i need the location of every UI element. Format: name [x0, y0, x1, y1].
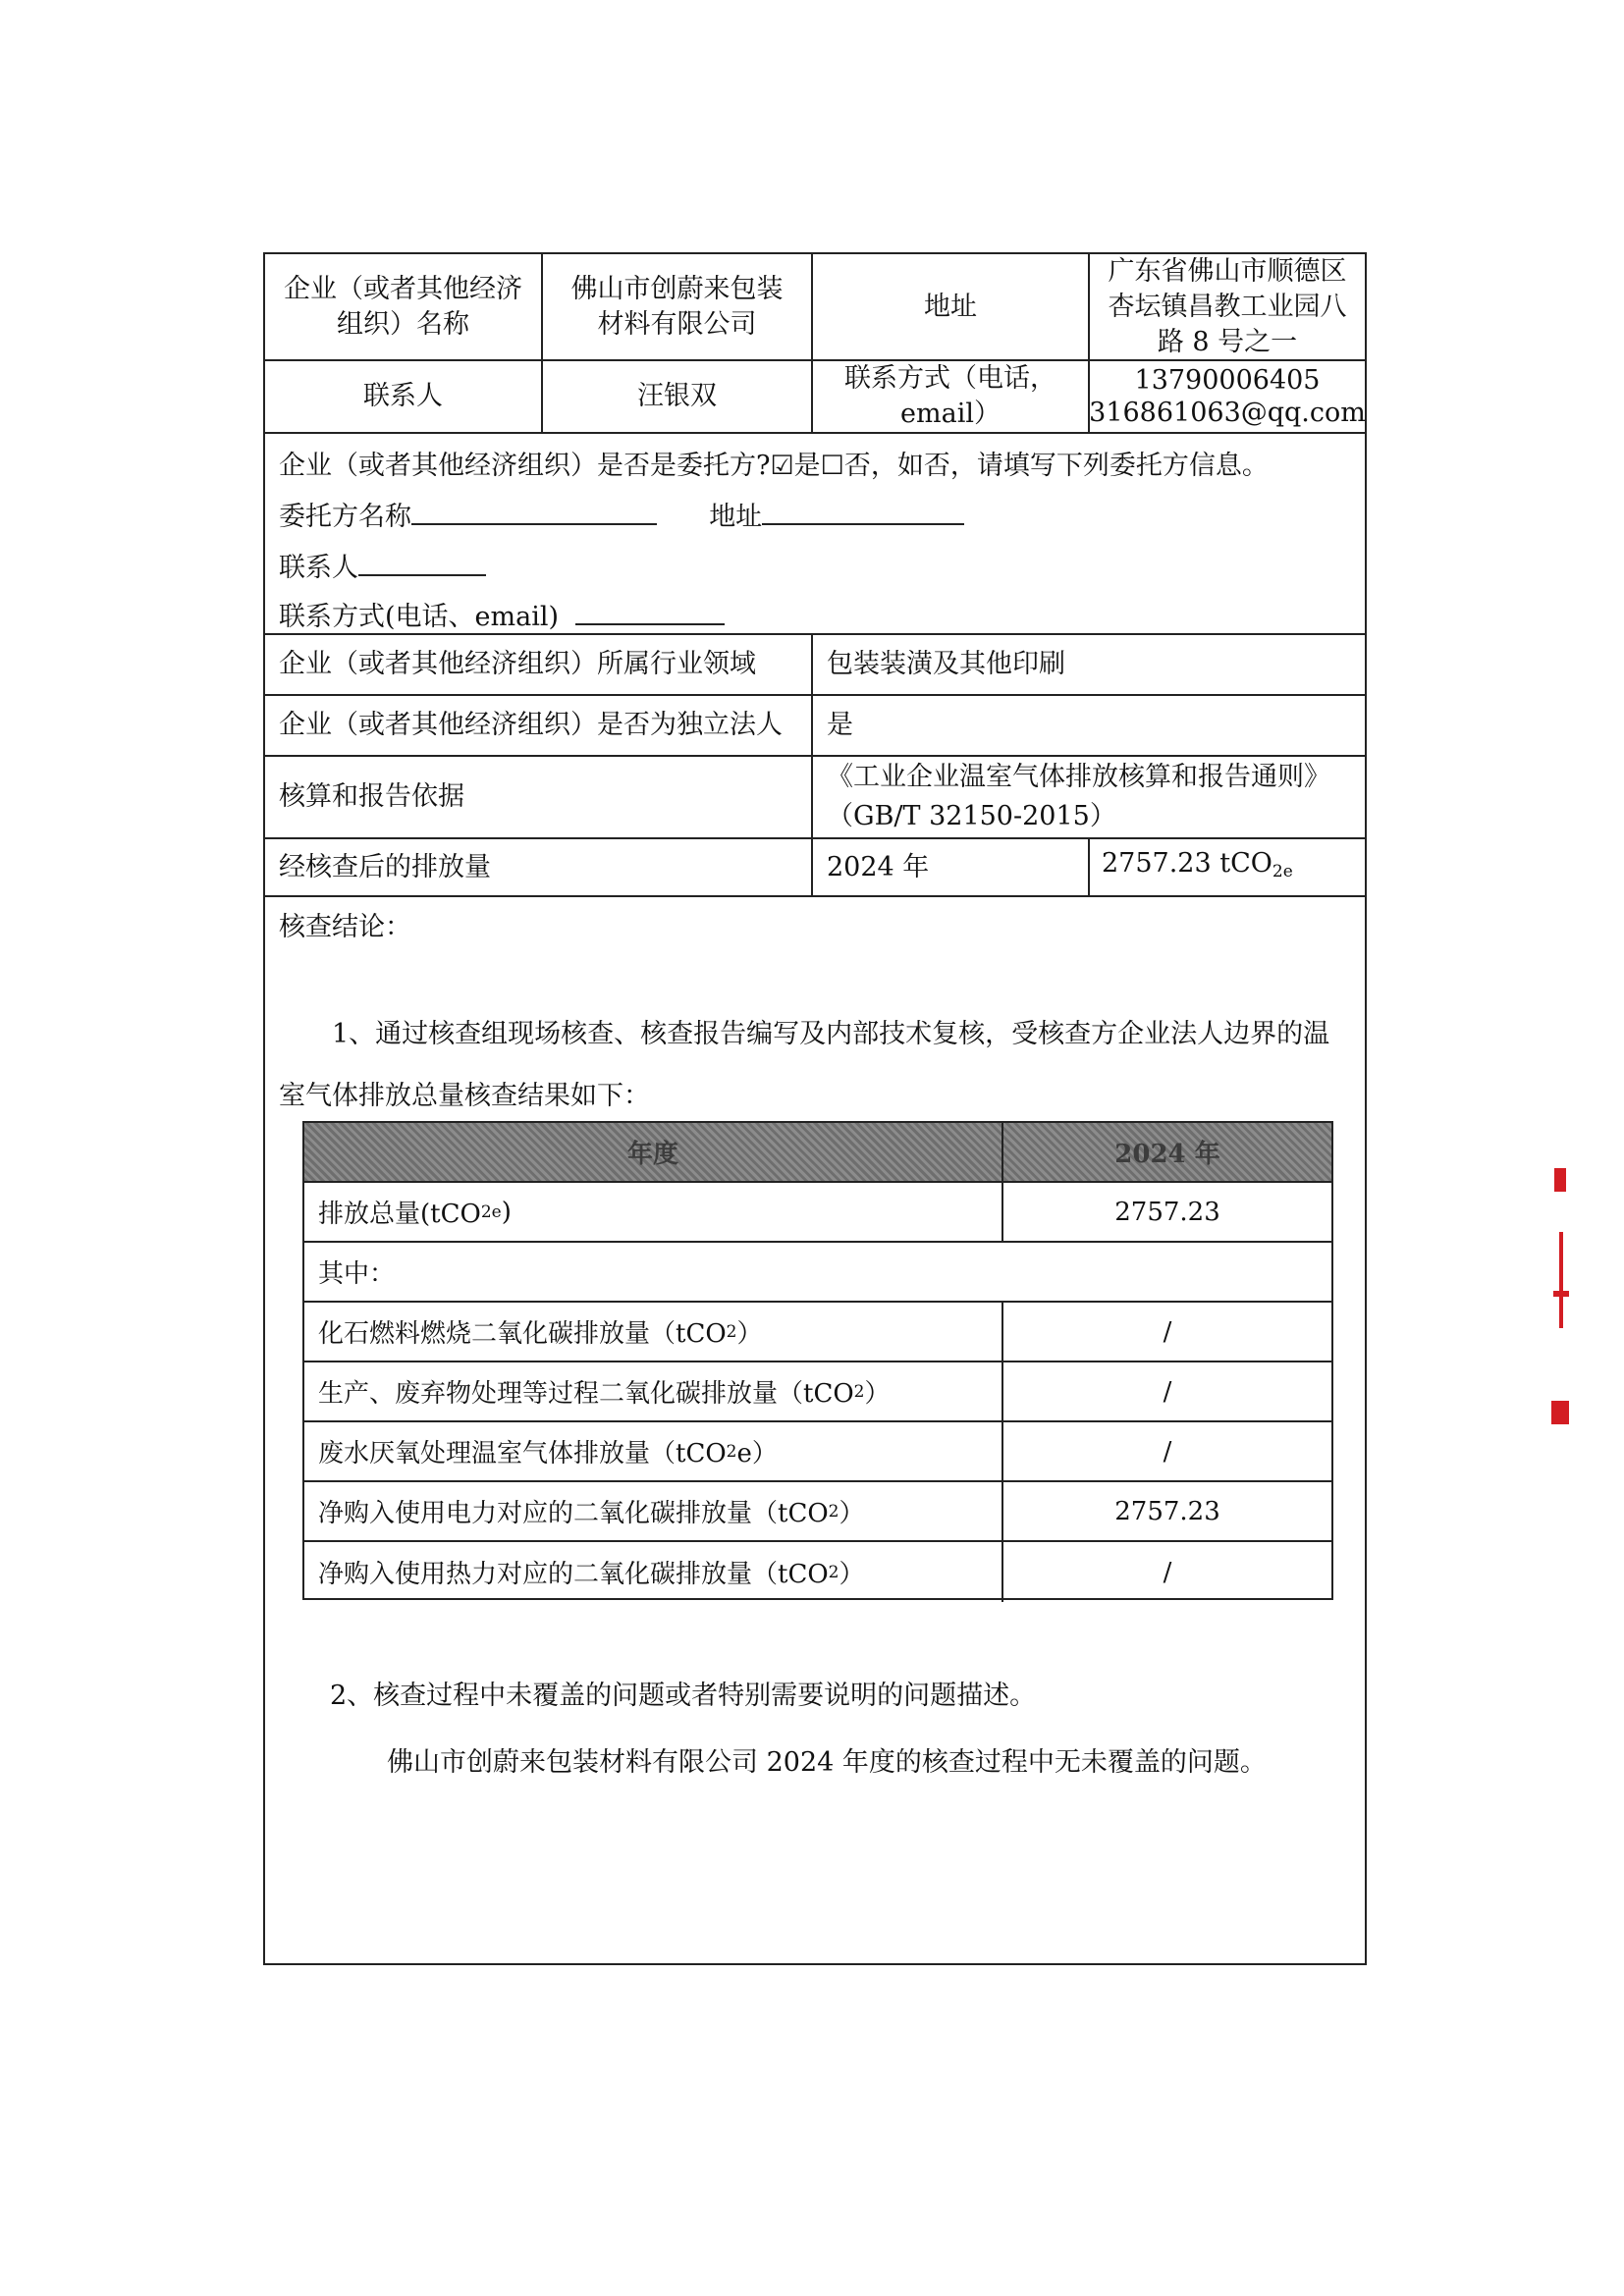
emission-label: 经核查后的排放量 [279, 851, 491, 882]
emission-summary-table [302, 1121, 1333, 1600]
industry-row [265, 635, 1365, 696]
wastewater-label: 废水厌氧处理温室气体排放量（tCO 2 e） [304, 1422, 1003, 1480]
contact-row [265, 361, 1365, 434]
electricity-value: 2757.23 [1114, 1496, 1220, 1526]
delegate-name-line [279, 495, 964, 533]
legal-row [265, 696, 1365, 757]
delegate-contact-line [279, 546, 486, 584]
phone-number: 13790006405 [1134, 365, 1321, 396]
delegate-name-label: 委托方名称 [279, 502, 411, 532]
contact-value-cell [543, 361, 813, 432]
fossil-label: 化石燃料燃烧二氧化碳排放量（tCO 2 ） [304, 1303, 1003, 1361]
address-value-cell [1090, 254, 1365, 359]
legal-label: 企业（或者其他经济组织）是否为独立法人 [279, 710, 783, 740]
contact-method-label: 联系方式（电话，email） [844, 363, 1056, 429]
org-name-label-cell [265, 254, 543, 359]
delegate-contact-blank [358, 547, 486, 576]
summary-among-row [304, 1243, 1331, 1303]
org-name-label: 企业（或者其他经济组织）名称 [284, 273, 522, 340]
delegate-method-label: 联系方式(电话、email) [279, 602, 560, 632]
basis-value-line-2: （GB/T 32150-2015） [827, 801, 1116, 831]
fossil-value: / [1163, 1316, 1172, 1347]
basis-value-cell [813, 757, 1365, 837]
emission-value: 2757.23 tCO$_{2e}$ [1102, 847, 1293, 881]
header-year-value: 2024 年 [1114, 1140, 1220, 1169]
address-value: 广东省佛山市顺德区杏坛镇昌教工业园八路 8 号之一 [1108, 255, 1347, 357]
verification-form [263, 252, 1367, 1965]
emission-row [265, 839, 1365, 897]
delegate-method-blank [575, 596, 725, 625]
basis-label-cell [265, 757, 813, 837]
org-row [265, 254, 1365, 361]
contact-method-label-cell [813, 361, 1090, 432]
industry-value: 包装装潢及其他印刷 [827, 649, 1065, 679]
summary-process-row [304, 1362, 1331, 1422]
summary-wastewater-row [304, 1422, 1331, 1482]
summary-header-row [304, 1123, 1331, 1183]
org-name-value: 佛山市创蔚来包装材料有限公司 [570, 273, 784, 340]
header-year-label: 年度 [304, 1123, 1003, 1181]
wastewater-value: / [1163, 1436, 1172, 1467]
org-name-value-cell [543, 254, 813, 359]
conclusion-paragraph-2: 2、核查过程中未覆盖的问题或者特别需要说明的问题描述。 [330, 1681, 1037, 1711]
emission-label-cell [265, 839, 813, 895]
conclusion-label: 核查结论： [279, 912, 411, 942]
delegate-name-blank [411, 496, 657, 525]
emission-value-cell [1090, 839, 1365, 895]
industry-label: 企业（或者其他经济组织）所属行业领域 [279, 649, 756, 679]
delegate-contact-label: 联系人 [279, 553, 358, 583]
delegate-address-blank [762, 496, 964, 525]
conclusion-paragraph-3: 佛山市创蔚来包装材料有限公司 2024 年度的核查过程中无未覆盖的问题。 [387, 1747, 1267, 1778]
process-value: / [1163, 1376, 1172, 1407]
total-label: 排放总量(tCO 2e ) [304, 1183, 1003, 1241]
contact-value: 汪银双 [637, 381, 717, 411]
conclusion-paragraph-1-line-1: 1、通过核查组现场核查、核查报告编写及内部技术复核，受核查方企业法人边界的温 [332, 1019, 1330, 1049]
delegate-row [265, 434, 1365, 635]
heat-label: 净购入使用热力对应的二氧化碳排放量（tCO 2 ） [304, 1542, 1003, 1602]
emission-year-cell [813, 839, 1090, 895]
delegate-method-line [279, 595, 725, 633]
summary-heat-row [304, 1542, 1331, 1602]
seal-fragment-bottom [1547, 1399, 1571, 1428]
delegate-address-label: 地址 [709, 502, 763, 532]
basis-label: 核算和报告依据 [279, 781, 464, 812]
legal-value: 是 [827, 710, 853, 740]
heat-value: / [1163, 1557, 1172, 1587]
basis-value-line-1: 《工业企业温室气体排放核算和报告通则》 [827, 762, 1330, 792]
contact-label: 联系人 [363, 381, 443, 411]
legal-label-cell [265, 696, 813, 755]
email-address: 316861063@qq.com [1089, 398, 1366, 428]
industry-label-cell [265, 635, 813, 694]
seal-fragment-middle [1551, 1232, 1573, 1330]
industry-value-cell [813, 635, 1365, 694]
seal-fragment-top [1554, 1168, 1568, 1192]
total-value: 2757.23 [1114, 1197, 1220, 1227]
contact-method-value-cell [1090, 361, 1365, 432]
address-label: 地址 [924, 291, 977, 322]
summary-total-row [304, 1183, 1331, 1243]
basis-row [265, 757, 1365, 839]
emission-year: 2024 年 [827, 851, 930, 882]
among-label: 其中： [318, 1259, 396, 1289]
delegate-question: 企业（或者其他经济组织）是否是委托方?☑是☐否，如否，请填写下列委托方信息。 [279, 451, 1269, 481]
legal-value-cell [813, 696, 1365, 755]
summary-electricity-row [304, 1482, 1331, 1542]
contact-label-cell [265, 361, 543, 432]
conclusion-paragraph-1-line-2: 室气体排放总量核查结果如下： [279, 1081, 650, 1111]
electricity-label: 净购入使用电力对应的二氧化碳排放量（tCO 2 ） [304, 1482, 1003, 1540]
address-label-cell [813, 254, 1090, 359]
process-label: 生产、废弃物处理等过程二氧化碳排放量（tCO 2 ） [304, 1362, 1003, 1420]
summary-fossil-row [304, 1303, 1331, 1362]
